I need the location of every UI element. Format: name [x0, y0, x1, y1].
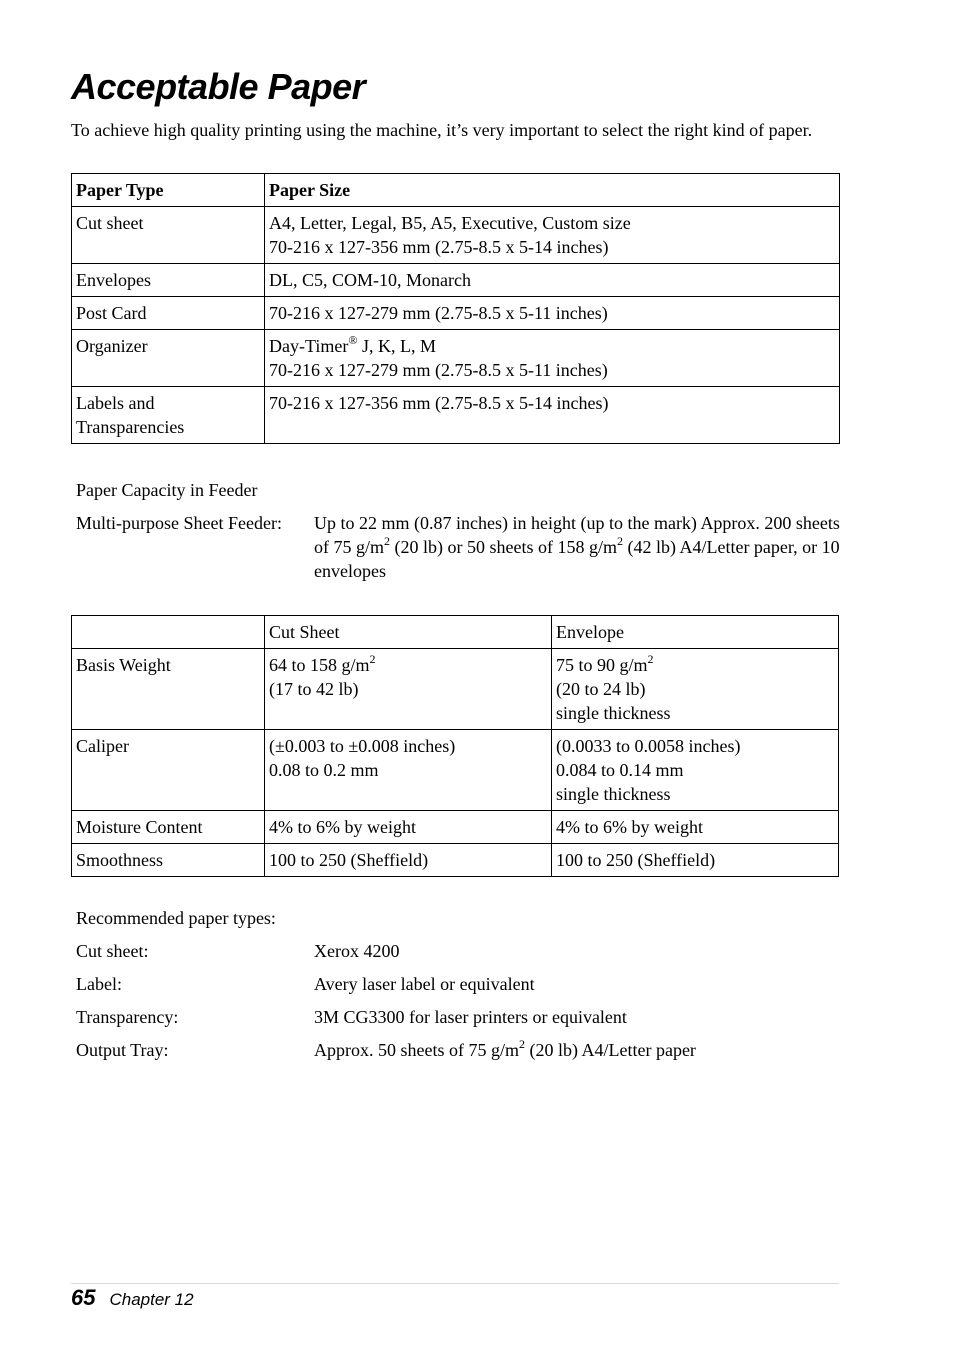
- paper-type-cell: Organizer: [72, 330, 265, 387]
- page-number: 65: [71, 1285, 96, 1310]
- cell-line: single thickness: [556, 703, 671, 723]
- header-paper-type: Paper Type: [72, 174, 265, 207]
- header-cut-sheet: Cut Sheet: [265, 616, 552, 649]
- capacity-heading: Paper Capacity in Feeder: [76, 480, 258, 500]
- superscript: 2: [369, 652, 376, 666]
- paper-size-cell: 70-216 x 127-279 mm (2.75-8.5 x 5-11 inches): [265, 297, 840, 330]
- chapter-label: Chapter 12: [109, 1290, 194, 1309]
- envelope-cell: [552, 649, 839, 730]
- page-footer: [71, 1284, 194, 1312]
- cut-sheet-cell: 100 to 250 (Sheffield): [265, 844, 552, 877]
- superscript: 2: [384, 534, 390, 548]
- property-label: Smoothness: [72, 844, 265, 877]
- envelope-cell: 4% to 6% by weight: [552, 811, 839, 844]
- cut-sheet-cell: [265, 730, 552, 811]
- capacity-text: (42 lb) A4/Letter paper, or 10 envelopes: [314, 537, 840, 581]
- recommended-label: Transparency:: [76, 1007, 179, 1027]
- table-row: [72, 207, 840, 264]
- capacity-row: [76, 511, 846, 583]
- cell-line: [556, 653, 834, 677]
- table-row: [72, 330, 840, 387]
- header-envelope: Envelope: [552, 616, 839, 649]
- intro-paragraph: To achieve high quality printing using the machine, it’s very important to select the right kind of paper.: [71, 120, 813, 140]
- envelope-cell: 100 to 250 (Sheffield): [552, 844, 839, 877]
- envelope-cell: [552, 730, 839, 811]
- superscript: 2: [518, 1037, 525, 1051]
- table-row: [72, 387, 840, 444]
- cell-line: 0.084 to 0.14 mm: [556, 760, 684, 780]
- paper-size-line: 70-216 x 127-279 mm (2.75-8.5 x 5-11 inches): [269, 360, 608, 380]
- recommended-value: [314, 1038, 846, 1062]
- cell-line: single thickness: [556, 784, 671, 804]
- table-header-row: [72, 616, 839, 649]
- cell-line: (0.0033 to 0.0058 inches): [556, 736, 741, 756]
- brand-name: Day-Timer: [269, 336, 349, 356]
- paper-type-cell: Post Card: [72, 297, 265, 330]
- table-row: [72, 811, 839, 844]
- paper-type-line: Transparencies: [76, 417, 185, 437]
- cell-line: (±0.003 to ±0.008 inches): [269, 736, 456, 756]
- recommended-label: Label:: [76, 974, 122, 994]
- property-label: Basis Weight: [72, 649, 265, 730]
- organizer-sizes: J, K, L, M: [357, 336, 436, 356]
- capacity-text: Up to 22 mm (0.87 inches) in height (up to the mark) Approx. 200 sheets of 75 g/m: [314, 513, 840, 557]
- cell-line: (17 to 42 lb): [269, 679, 359, 699]
- recommended-section: [76, 906, 846, 1071]
- cell-line: (20 to 24 lb): [556, 679, 646, 699]
- paper-size-cell: [265, 330, 840, 387]
- capacity-value: [314, 511, 846, 583]
- capacity-section: [76, 478, 846, 592]
- cut-sheet-cell: 4% to 6% by weight: [265, 811, 552, 844]
- capacity-label: Multi-purpose Sheet Feeder:: [76, 513, 282, 533]
- tray-text: (20 lb) A4/Letter paper: [524, 1040, 696, 1060]
- recommended-row: [76, 1038, 846, 1062]
- table-header-row: [72, 174, 840, 207]
- cut-sheet-cell: [265, 649, 552, 730]
- capacity-text: (20 lb) or 50 sheets of 158 g/m: [390, 537, 617, 557]
- recommended-row: [76, 972, 846, 996]
- paper-type-cell: Envelopes: [72, 264, 265, 297]
- cell-text: 64 to 158 g/m: [269, 655, 370, 675]
- paper-size-line: 70-216 x 127-356 mm (2.75-8.5 x 5-14 inches): [269, 237, 609, 257]
- property-label: Caliper: [72, 730, 265, 811]
- registered-mark: ®: [348, 333, 358, 347]
- cell-line: [269, 653, 547, 677]
- recommended-value: 3M CG3300 for laser printers or equivalent: [314, 1007, 627, 1027]
- paper-type-cell: [72, 387, 265, 444]
- paper-size-cell: [265, 207, 840, 264]
- table-row: [72, 264, 840, 297]
- recommended-label: Output Tray:: [76, 1040, 169, 1060]
- table-row: [72, 297, 840, 330]
- superscript: 2: [647, 652, 654, 666]
- page-title: Acceptable Paper: [71, 66, 366, 107]
- recommended-value: Xerox 4200: [314, 941, 400, 961]
- recommended-heading: Recommended paper types:: [76, 908, 276, 928]
- recommended-row: [76, 939, 846, 963]
- paper-properties-table: [71, 615, 839, 877]
- paper-type-cell: Cut sheet: [72, 207, 265, 264]
- table-row: [72, 649, 839, 730]
- tray-text: Approx. 50 sheets of 75 g/m: [314, 1040, 519, 1060]
- header-empty: [72, 616, 265, 649]
- paper-size-line: [269, 334, 835, 358]
- paper-size-cell: 70-216 x 127-356 mm (2.75-8.5 x 5-14 inches): [265, 387, 840, 444]
- superscript: 2: [616, 534, 623, 548]
- paper-type-line: Labels and: [76, 393, 155, 413]
- table-row: [72, 844, 839, 877]
- paper-size-cell: DL, C5, COM-10, Monarch: [265, 264, 840, 297]
- recommended-row: [76, 1005, 846, 1029]
- table-row: [72, 730, 839, 811]
- cell-line: 0.08 to 0.2 mm: [269, 760, 379, 780]
- paper-type-table: [71, 173, 840, 444]
- cell-text: 75 to 90 g/m: [556, 655, 648, 675]
- recommended-label: Cut sheet:: [76, 941, 149, 961]
- header-paper-size: Paper Size: [265, 174, 840, 207]
- recommended-value: Avery laser label or equivalent: [314, 974, 535, 994]
- property-label: Moisture Content: [72, 811, 265, 844]
- paper-size-line: A4, Letter, Legal, B5, A5, Executive, Custom size: [269, 213, 631, 233]
